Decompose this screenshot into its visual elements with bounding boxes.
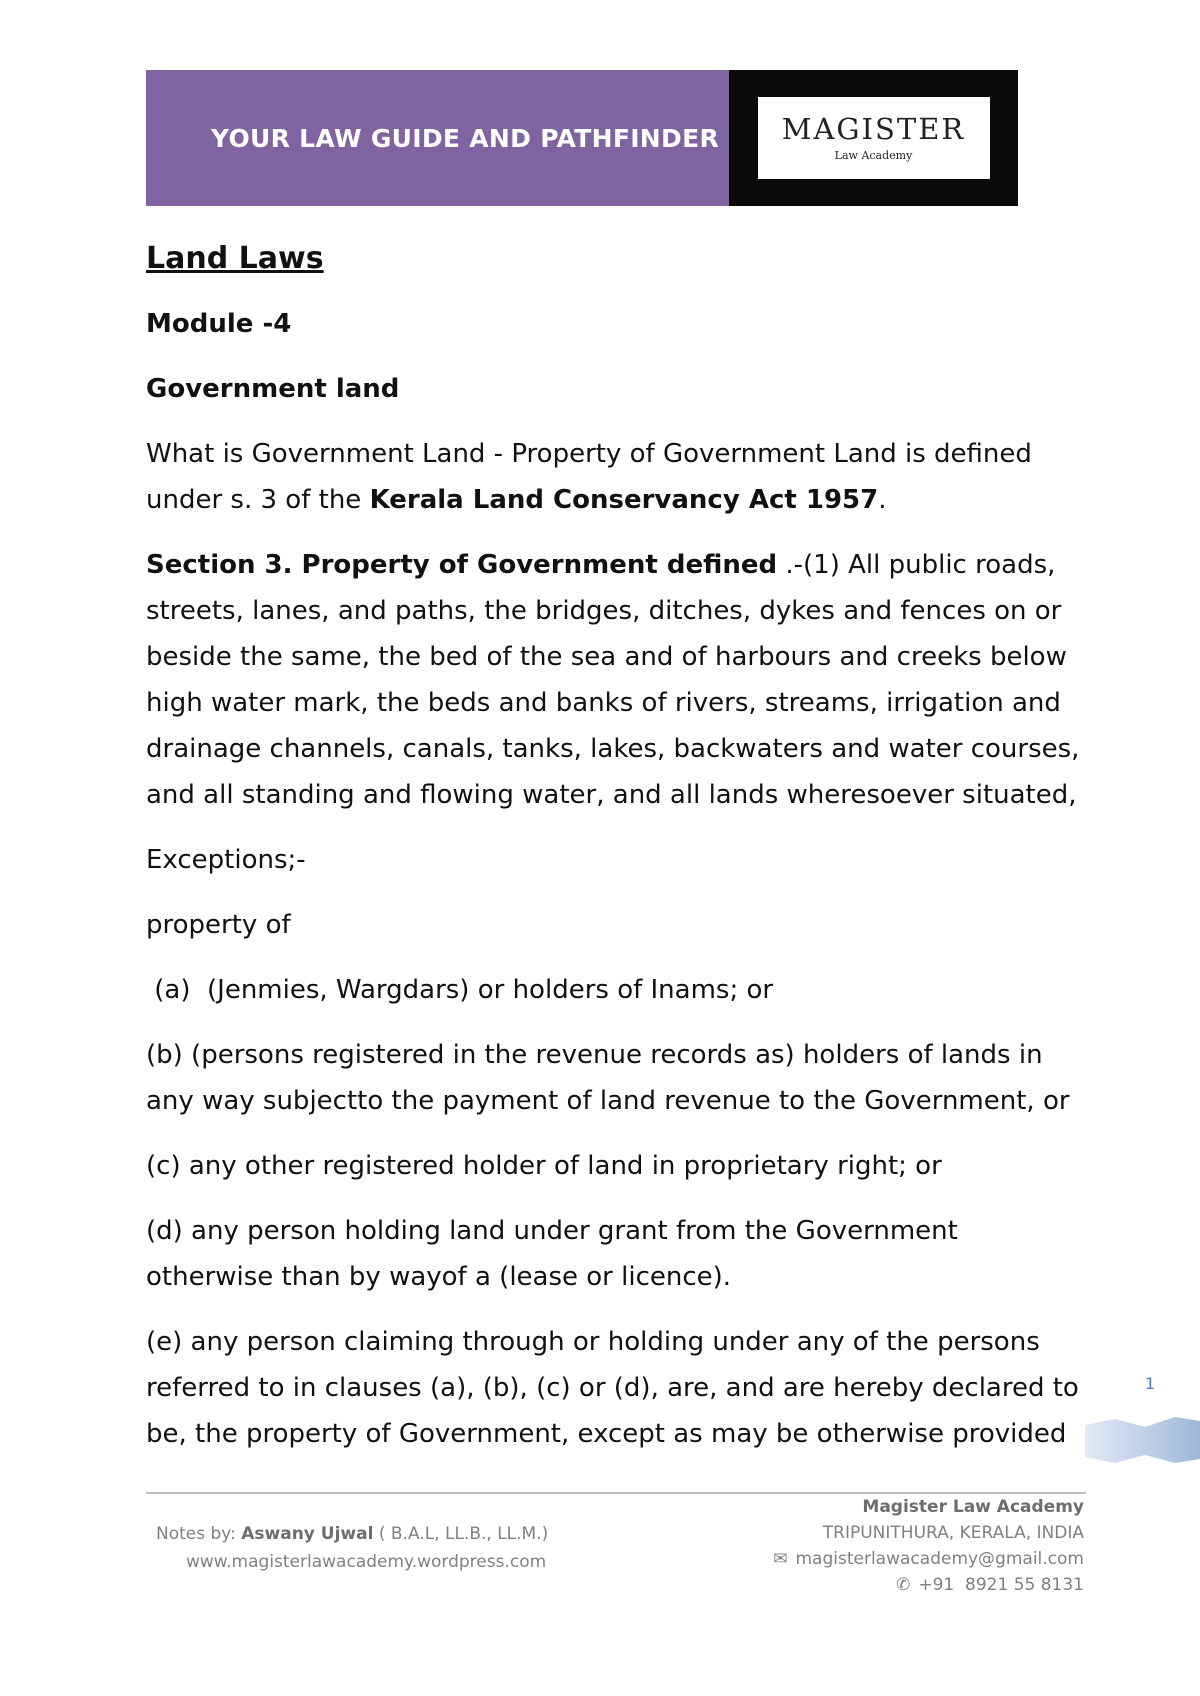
envelope-icon: ✉: [773, 1549, 788, 1569]
phone-icon: ✆: [896, 1575, 911, 1595]
footer-right: [773, 1494, 1084, 1598]
banner-tagline: YOUR LAW GUIDE AND PATHFINDER: [210, 123, 719, 153]
document-body: [146, 236, 1086, 1476]
notes-label: Notes by:: [156, 1524, 242, 1544]
author-credentials: ( B.A.L, LL.B., LL.M.): [373, 1524, 549, 1544]
website-link[interactable]: www.magisterlawacademy.wordpress.com: [186, 1552, 547, 1572]
email-link[interactable]: magisterlawacademy@gmail.com: [795, 1549, 1084, 1569]
notes-by-line: [156, 1520, 548, 1548]
property-of-label: property of: [146, 910, 291, 940]
topic-heading: Government land: [146, 374, 400, 404]
intro-end: .: [878, 485, 887, 515]
intro-act-name: Kerala Land Conservancy Act 1957: [369, 485, 879, 515]
banner-tagline-panel: [146, 70, 729, 206]
clause-c: (c) any other registered holder of land in proprietary right; or: [146, 1151, 942, 1181]
exceptions-label: Exceptions;-: [146, 845, 306, 875]
author-name: Aswany Ujwal: [241, 1524, 374, 1544]
email-line: [773, 1546, 1084, 1572]
banner-logo-panel: [729, 70, 1018, 206]
phone-number: +91 8921 55 8131: [918, 1575, 1084, 1595]
page-number: 1: [1145, 1374, 1156, 1393]
module-heading: Module -4: [146, 309, 292, 339]
org-name: Magister Law Academy: [862, 1497, 1084, 1517]
logo-text: MAGISTER: [781, 111, 966, 146]
org-location: TRIPUNITHURA, KERALA, INDIA: [822, 1523, 1084, 1543]
header-banner: [146, 70, 1018, 206]
document-title: Land Laws: [146, 241, 324, 276]
phone-line: [773, 1572, 1084, 1598]
clause-e: (e) any person claiming through or holding under any of the persons referred to in clauses (a), (b), (c) or (d), are, and are hereby declared to be, the property of Government, except as may be otherwise provided: [146, 1327, 1079, 1449]
clause-d: (d) any person holding land under grant from the Government otherwise than by wayof a (lease or licence).: [146, 1216, 958, 1292]
intro-paragraph: [146, 431, 1086, 523]
clause-a: (a) (Jenmies, Wargdars) or holders of Inams; or: [146, 975, 774, 1005]
section-text: .-(1) All public roads, streets, lanes, and paths, the bridges, ditches, dykes and fences on or beside the same, the bed of the sea and of harbours and creeks below high water mark, the beds and banks of rivers, streams, irrigation and drainage channels, canals, tanks, lakes, backwaters and water courses, and all standing and flowing water, and all lands wheresoever situated,: [146, 550, 1080, 810]
footer-left: [156, 1520, 548, 1576]
logo-subtitle: Law Academy: [834, 148, 913, 162]
magister-logo: [758, 97, 990, 179]
section-heading: Section 3. Property of Government defined: [146, 550, 778, 580]
section-paragraph: [146, 542, 1086, 818]
clause-b: (b) (persons registered in the revenue records as) holders of lands in any way subjectto the payment of land revenue to the Government, or: [146, 1040, 1070, 1116]
intro-text: What is Government Land - Property of Government Land is defined under s. 3 of the: [146, 439, 1032, 515]
page-tab-decoration: [1085, 1415, 1200, 1465]
